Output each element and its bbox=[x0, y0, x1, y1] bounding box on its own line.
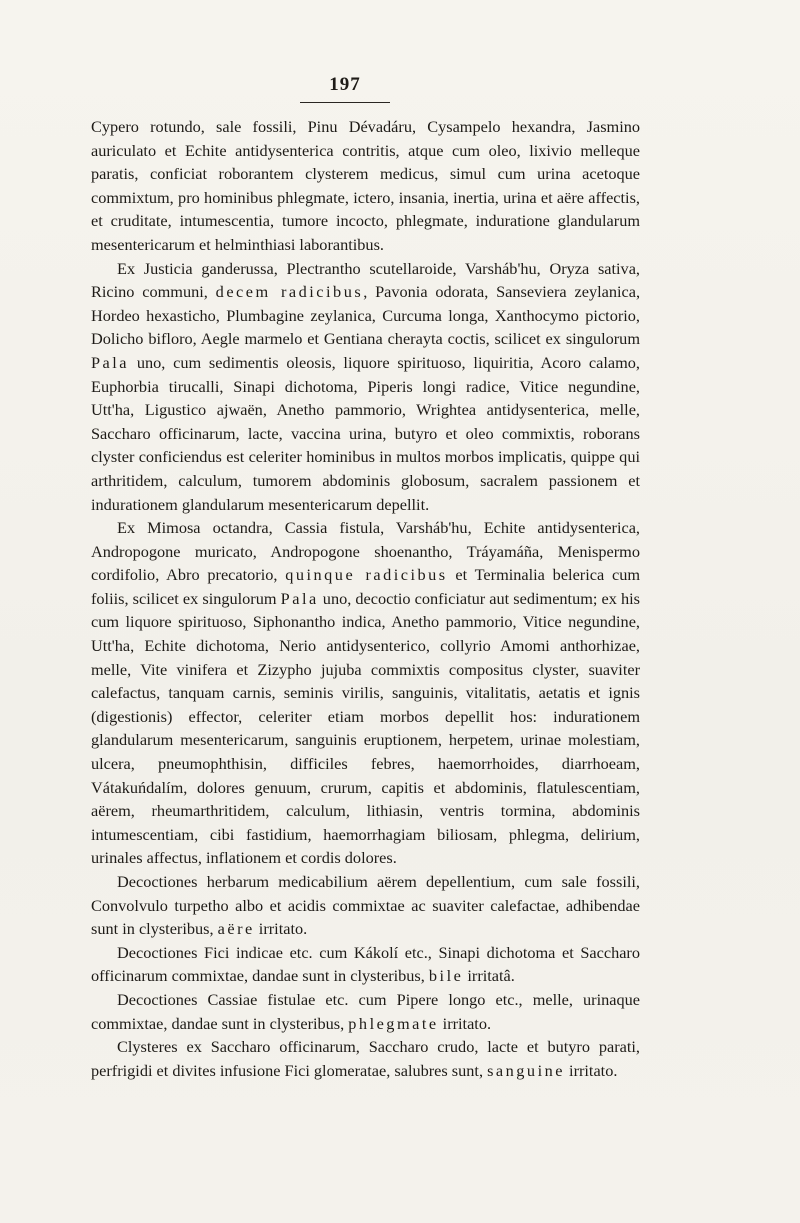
spaced-emphasis-text: Pala bbox=[280, 588, 319, 608]
text-run: et Terminalia belerica cum foliis, scilicet ex singulorum bbox=[91, 565, 640, 608]
text-run: irritato. bbox=[564, 1060, 618, 1080]
spaced-emphasis-text: decem radicibus bbox=[215, 282, 364, 302]
body-text bbox=[91, 115, 640, 1082]
text-run: Cypero rotundo, sale fossili, Pinu Dévadáru, Cysampelo hexandra, Jasmino auriculato et Echite antidysenterica contritis, atque cum oleo, lixivio melleque paratis, conficiat roborantem clysterem medicus, simul cum urina acetoque commixtum, pro hominibus phlegmate, ictero, insania, inertia, urina et aëre affectis, et cruditate, intumescentia, tumore incocto, phlegmate, induratione glandularum mesentericarum et helminthiasi laborantibus. bbox=[91, 117, 640, 254]
spaced-emphasis-text: bile bbox=[428, 966, 464, 986]
paragraph bbox=[91, 1035, 640, 1082]
text-run: uno, cum sedimentis oleosis, liquore spirituoso, liquiritia, Acoro calamo, Euphorbia tirucalli, Sinapi dichotoma, Piperis longi radice, Vitice negundine, Utt'ha, Ligustico ajwaën, Anetho pammorio, Wrightea antidysenterica, melle, Saccharo officinarum, lacte, vaccina urina, butyro et oleo commixtis, roborans clyster conficiendus est celeriter hominibus in multos morbos implicatis, quippe qui arthritidem, calculum, tumorem abdominis globosum, sacralem passionem et indurationem glandularum mesentericarum depellit. bbox=[91, 352, 640, 514]
paragraph bbox=[91, 257, 640, 517]
paragraph bbox=[91, 115, 640, 257]
header-rule bbox=[300, 102, 390, 103]
text-run: Decoctiones Fici indicae etc. cum Kákolí etc., Sinapi dichotoma et Saccharo officinarum commixtae, dandae sunt in clysteribus, bbox=[91, 942, 640, 986]
paragraph bbox=[91, 988, 640, 1035]
spaced-emphasis-text: sanguine bbox=[487, 1060, 565, 1080]
paragraph bbox=[91, 870, 640, 941]
spaced-emphasis-text: Pala bbox=[91, 352, 130, 372]
page-number: 197 bbox=[329, 74, 361, 95]
paragraph bbox=[91, 941, 640, 988]
text-run: Clysteres ex Saccharo officinarum, Saccharo crudo, lacte et butyro parati, perfrigidi et divites infusione Fici glomeratae, salubres sunt, bbox=[91, 1037, 640, 1080]
text-run: Ex Justicia ganderussa, Plectrantho scutellaroide, Varsháb'hu, Oryza sativa, Ricino communi, bbox=[91, 258, 640, 302]
text-run: Decoctiones Cassiae fistulae etc. cum Pipere longo etc., melle, urinaque commixtae, dandae sunt in clysteribus, bbox=[91, 989, 640, 1033]
text-run: uno, decoctio conficiatur aut sedimentum; ex his cum liquore spirituoso, Siphonantho indica, Anetho pammorio, Vitice negundine, Utt'ha, Echite dichotoma, Nerio antidysenterico, collyrio Amomi anthorhizae, melle, Vite vinifera et Zizypho jujuba commixtis compositus clyster, suaviter calefactus, tanquam carnis, seminis virilis, sanguinis, vitalitatis, aetatis et ignis (digestionis) effector, celeriter etiam morbos depellit hos: indurationem glandularum mesentericarum, sanguinis eruptionem, herpetem, urinae molestiam, ulcera, pneumophthisin, difficiles febres, haemorrhoides, diarrhoeam, Vátakuńdalím, dolores genuum, crurum, capitis et abdominis, flatulescentiam, aërem, rheumarthritidem, calculum, lithiasin, ventris tormina, abdominis intumescentiam, cibi fastidium, haemorrhagiam biliosam, phlegma, delirium, urinales affectus, inflationem et cordis dolores. bbox=[91, 588, 641, 868]
text-run: , Pavonia odorata, Sanseviera zeylanica, Hordeo hexasticho, Plumbagine zeylanica, Curcuma longa, Xanthocymo pictorio, Dolicho bifloro, Aegle marmelo et Gentiana cherayta coctis, scilicet ex singulorum bbox=[91, 282, 641, 349]
text-run: irritatâ. bbox=[463, 966, 515, 986]
text-run: Ex Mimosa octandra, Cassia fistula, Varsháb'hu, Echite antidysenterica, Andropogone muricato, Andropogone shoenantho, Tráyamáña, Menispermo cordifolio, Abro precatorio, bbox=[91, 518, 640, 585]
text-run: irritato. bbox=[438, 1013, 492, 1033]
paragraph bbox=[91, 516, 640, 870]
spaced-emphasis-text: quinque radicibus bbox=[285, 565, 448, 585]
spaced-emphasis-text: aëre bbox=[217, 919, 255, 939]
spaced-emphasis-text: phlegmate bbox=[348, 1013, 439, 1033]
text-run: Decoctiones herbarum medicabilium aërem depellentium, cum sale fossili, Convolvulo turpetho albo et acidis commixtae ac suaviter calefactae, adhibendae sunt in clysteribus, bbox=[91, 872, 640, 939]
text-run: irritato. bbox=[254, 919, 308, 939]
